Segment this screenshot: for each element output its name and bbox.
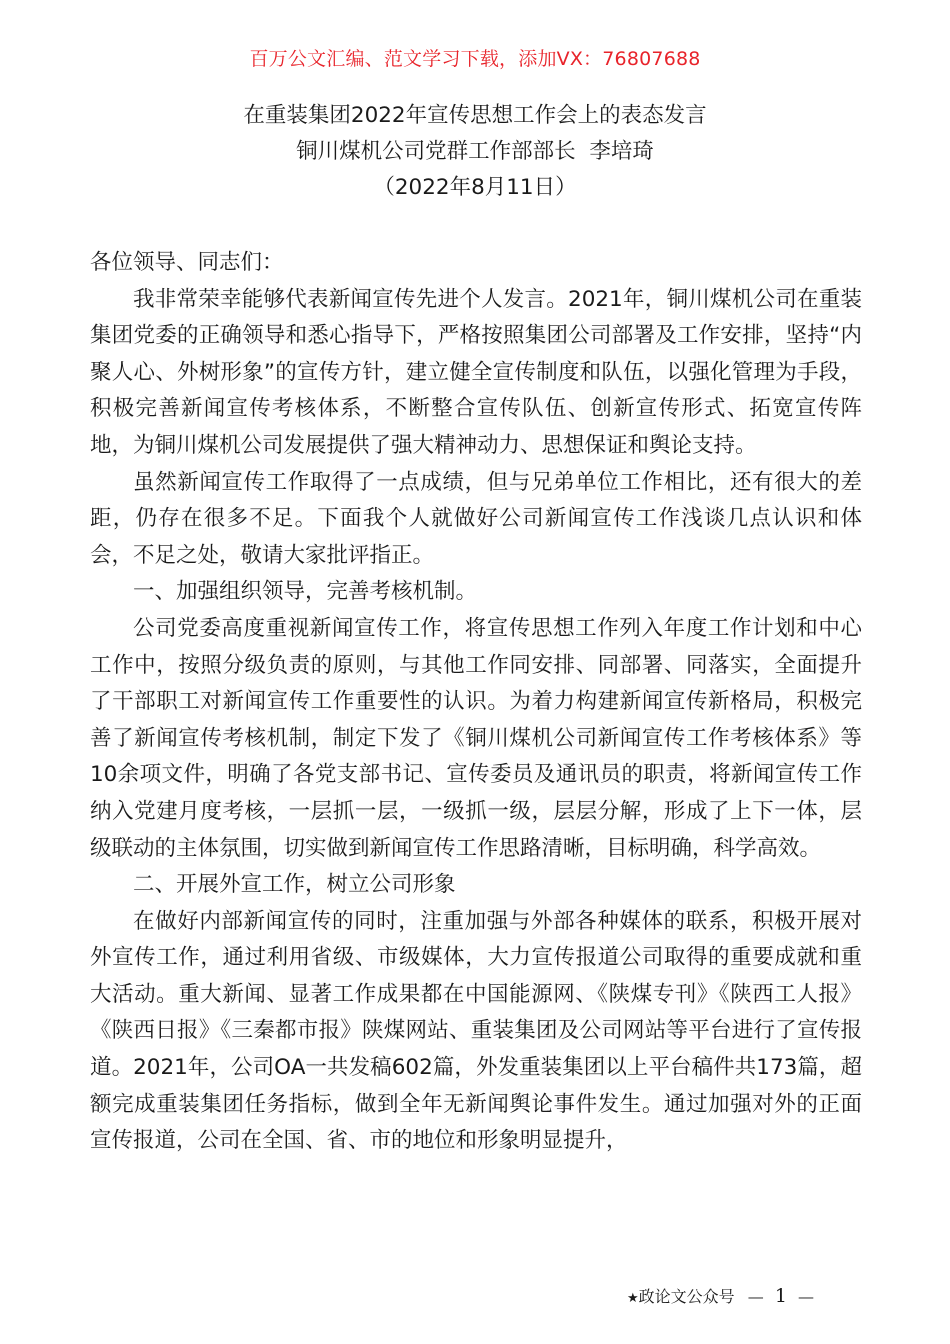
footer-source: 政论文公众号 [638,1287,735,1306]
watermark-banner: 百万公文汇编、范文学习下载，添加VX：76807688 [249,48,701,70]
document-header [0,98,950,206]
section-heading-2: 二、开展外宣工作，树立公司形象 [133,872,456,898]
page-number: 1 [774,1285,787,1307]
document-body [90,245,862,1160]
paragraph-intro: 我非常荣幸能够代表新闻宣传先进个人发言。2021年，铜川煤机公司在重装集团党委的正确领导和悉心指导下，严格按照集团公司部署及工作安排，坚持“内聚人心、外树形象”的宣传方针，建立健全宣传制度和队伍，以强化管理为手段，积极完善新闻宣传考核体系，不断整合宣传队伍、创新宣传形式、拓宽宣传阵地，为铜川煤机公司发展提供了强大精神动力、思想保证和舆论支持。 [90,286,862,458]
footer-dash-left: — [747,1287,764,1306]
page-footer [627,1284,814,1311]
section-text-1: 公司党委高度重视新闻宣传工作，将宣传思想工作列入年度工作计划和中心工作中，按照分级负责的原则，与其他工作同安排、同部署、同落实，全面提升了干部职工对新闻宣传工作重要性的认识。为着力构建新闻宣传新格局，积极完善了新闻宣传考核机制，制定下发了《铜川煤机公司新闻宣传工作考核体系》等10余项文件，明确了各党支部书记、宣传委员及通讯员的职责，将新闻宣传工作纳入党建月度考核，一层抓一层，一级抓一级，层层分解，形成了上下一体，层级联动的主体氛围，切实做到新闻宣传工作思路清晰，目标明确，科学高效。 [90,615,862,861]
document-title: 在重装集团2022年宣传思想工作会上的表态发言 [243,103,707,128]
star-icon: ★ [627,1291,639,1306]
date-line: （2022年8月11日） [373,175,577,200]
speaker-line: 铜川煤机公司党群工作部部长 李培琦 [296,139,654,164]
paragraph-modesty: 虽然新闻宣传工作取得了一点成绩，但与兄弟单位工作相比，还有很大的差距，仍存在很多不足。下面我个人就做好公司新闻宣传工作浅谈几点认识和体会，不足之处，敬请大家批评指正。 [90,469,862,568]
section-heading-1: 一、加强组织领导，完善考核机制。 [133,579,478,605]
footer-dash-right: — [798,1287,815,1306]
section-text-2: 在做好内部新闻宣传的同时，注重加强与外部各种媒体的联系，积极开展对外宣传工作，通过利用省级、市级媒体，大力宣传报道公司取得的重要成就和重大活动。重大新闻、显著工作成果都在中国能源网、《陕煤专刊》《陕西工人报》《陕西日报》《三秦都市报》陕煤网站、重装集团及公司网站等平台进行了宣传报道。2021年，公司OA一共发稿602篇，外发重装集团以上平台稿件共173篇，超额完成重装集团任务指标，做到全年无新闻舆论事件发生。通过加强对外的正面宣传报道，公司在全国、省、市的地位和形象明显提升， [90,908,862,1154]
salutation: 各位领导、同志们： [90,250,284,275]
